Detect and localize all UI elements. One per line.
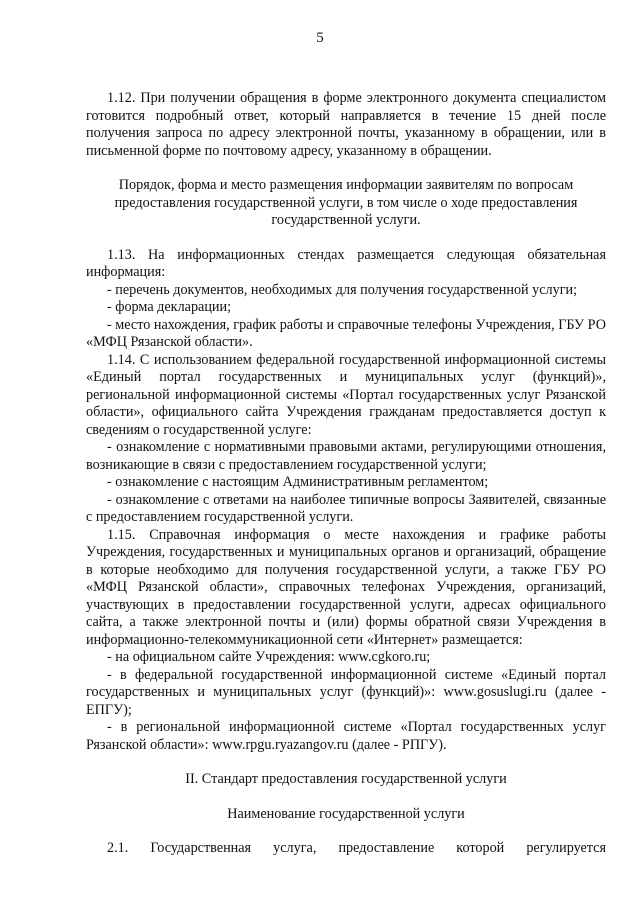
list-item: - на официальном сайте Учреждения: www.cgkoro.ru; bbox=[107, 649, 431, 665]
subheading-service-name: Наименование государственной услуги bbox=[227, 805, 465, 822]
section-heading-info-placement: Порядок, форма и место размещения информации заявителям по вопросам предоставления государственной услуги, в том числе о ходе предоставления государственной услуги. bbox=[114, 177, 578, 228]
list-item: - форма декларации; bbox=[107, 299, 232, 315]
paragraph-1-12: 1.12. При получении обращения в форме электронного документа специалистом готовится подробный ответ, который направляется в течение 15 дней после получения запроса по адресу электронной почты, указанному в обращении, или в письменной форме по почтовому адресу, указанному в обращении. bbox=[86, 90, 606, 159]
page-number: 5 bbox=[316, 30, 324, 46]
paragraph-1-14: 1.14. С использованием федеральной государственной информационной системы «Единый портал государственных и муниципальных услуг (функций)», региональной информационной системы «Портал государственных услуг Рязанской области», официального сайта Учреждения гражданам предоставляется доступ к сведениям о государственной услуге: bbox=[86, 351, 606, 438]
list-item: - ознакомление с нормативными правовыми актами, регулирующими отношения, возникающие в связи с предоставлением государственной услуги; bbox=[86, 439, 606, 473]
section-2-title: II. Стандарт предоставления государственной услуги bbox=[185, 771, 507, 787]
list-item: - в региональной информационной системе «Портал государственных услуг Рязанской области»: www.rpgu.ryazangov.ru (далее - РПГУ). bbox=[86, 719, 606, 753]
list-item: - перечень документов, необходимых для получения государственной услуги; bbox=[107, 281, 578, 298]
paragraph-1-13: 1.13. На информационных стендах размещается следующая обязательная информация: bbox=[86, 246, 606, 280]
list-item: - место нахождения, график работы и справочные телефоны Учреждения, ГБУ РО «МФЦ Рязанской области». bbox=[86, 316, 606, 350]
paragraph-1-15: 1.15. Справочная информация о месте нахождения и графике работы Учреждения, государственных и муниципальных органов и организаций, обращение в которые необходимо для получения государственной услуги, а также ГБУ РО «МФЦ Рязанской области», справочных телефонах Учреждения, организаций, участвующих в предоставлении государственной услуги, адресах официального сайта, а также электронной почты и (или) формы обратной связи Учреждения в информационно-телекоммуникационной сети «Интернет» размещается: bbox=[86, 526, 606, 648]
list-item: - в федеральной государственной информационной системе «Единый портал государственных и муниципальных услуг (функций)»: www.gosuslugi.ru (далее - ЕПГУ); bbox=[86, 666, 606, 718]
list-item: - ознакомление с настоящим Административным регламентом; bbox=[107, 474, 489, 490]
list-item: - ознакомление с ответами на наиболее типичные вопросы Заявителей, связанные с предоставлением государственной услуги. bbox=[86, 491, 606, 525]
paragraph-2-1: 2.1. Государственная услуга, предоставление которой регулируется bbox=[107, 840, 606, 856]
document-body bbox=[86, 90, 606, 858]
